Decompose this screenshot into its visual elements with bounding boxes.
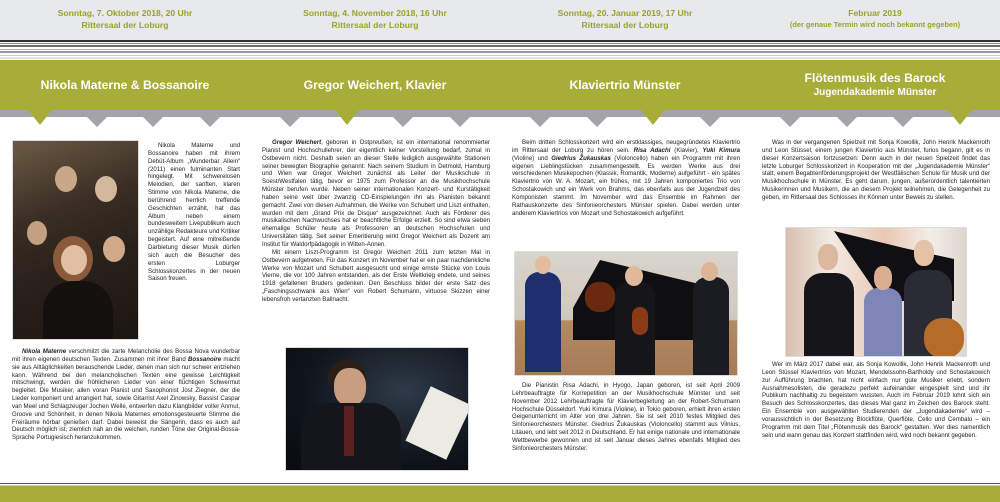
- venue-line: Rittersaal der Loburg: [331, 20, 419, 30]
- venue-line: Rittersaal der Loburg: [81, 20, 169, 30]
- decorative-stripes: [0, 40, 1000, 60]
- pianist-photo: [285, 347, 469, 471]
- face: [103, 236, 125, 262]
- artist-name: Gregor Weichert: [272, 139, 322, 146]
- bottom-rule: [0, 483, 1000, 484]
- face: [55, 166, 77, 192]
- artist-name: Risa Adachi: [633, 146, 671, 154]
- title-text: Klaviertrio Münster: [569, 77, 681, 92]
- arrow-marker: [779, 116, 801, 127]
- paragraph: Wer im März 2017 dabei war, als Sonja Kowollik, John Henrik Mackenroth und Leon Stüssel Klaviertrios von Mozart, Mendelssohn-Bartholdy und Schostakowich zur Aufführung brachten, hat nicht einfach nur gute Musiker erlebt, sondern Ausnahmesolisten, die geradezu perfekt aufeinander eingespielt sind und ihr Publikum nachhaltig zu begeistern wussten. Auch im Februar 2019 lohnt sich ein Besuch des Schlosskonzertes, das dieses Mal ganz im Zeichen des Barock steht. Ein Ensemble von ausgewählten Studierenden der „Jugendakademie“ wird – voraussichtlich in der Besetzung Blockflöte, Querflöte, Cello und Cembalo – ein Programm mit dem Titel „Flötenmusik des Barock“ gestalten. Wer dies namentlich sein und wann genau das Konzert stattfinden wird, wird noch bekannt gegeben.: [762, 361, 990, 439]
- concert-4-title: [750, 60, 1000, 110]
- paragraph: [262, 139, 490, 249]
- venue-line: Rittersaal der Loburg: [581, 20, 669, 30]
- arrow-marker-active: [28, 110, 52, 125]
- arrow-marker: [279, 116, 301, 127]
- arrow-marker-active: [641, 110, 665, 125]
- arrow-marker: [529, 116, 551, 127]
- arrow-marker: [392, 116, 414, 127]
- arrow-marker-active: [335, 110, 359, 125]
- stripe: [0, 57, 1000, 59]
- text: verschmilzt die zarte Melancholie des Bossa Nova wunderbar mit ihren eigenen deutschen Texten. Zusammen mit ihrer Band: [12, 348, 240, 363]
- dress: [43, 281, 113, 340]
- sheet-music: [405, 386, 469, 459]
- date-line: Sonntag, 4. November 2018, 16 Uhr: [303, 8, 447, 18]
- artist-name: Nikola Materne: [22, 348, 67, 355]
- title-text: Gregor Weichert, Klavier: [303, 77, 447, 92]
- paragraph: Nikola Materne und Bossanoire haben mit ihrem Debüt-Album „Wunderbar Allein“ (2011) einen fulminanten Start hingelegt. Mit schwerelosen Melodien, der sanften, klaren Stimme von Nikola Materne, die berührend herrlich treffende Geschichten erzählt, hat das Album neben einem bundesweitem Livepublikum auch unzählige Redakteure und Kritiker begeistert. Auf eine mitreißende Darbietung dieser Musik dürfen sich auch die Besucher des ersten Loburger Schlosskonzertes in der neuen Saison freuen.: [148, 142, 240, 283]
- date-line: Februar 2019: [848, 8, 902, 18]
- stripe: [0, 43, 1000, 44]
- text: (Violine) und: [512, 154, 552, 162]
- concert-1-side-text: [148, 142, 240, 283]
- face: [535, 256, 551, 274]
- stripe: [0, 45, 1000, 47]
- paragraph: [12, 348, 240, 442]
- date-line: Sonntag, 7. Oktober 2018, 20 Uhr: [57, 8, 193, 18]
- cello: [924, 318, 964, 357]
- arrow-marker: [199, 116, 221, 127]
- arrow-marker: [142, 116, 164, 127]
- artist-name: Giedrius Žukauskas: [551, 154, 611, 162]
- arrow-marker: [892, 116, 914, 127]
- arrow-marker: [836, 116, 858, 127]
- violinist: [804, 273, 854, 357]
- face: [701, 262, 718, 281]
- concert-2-body: [262, 139, 490, 304]
- date-line: Sonntag, 20. Januar 2019, 17 Uhr: [557, 8, 693, 18]
- arrow-marker: [586, 116, 608, 127]
- stripe: [0, 55, 1000, 56]
- dress: [864, 288, 902, 357]
- date-concert-4: [750, 7, 1000, 31]
- youth-trio-photo: [785, 227, 967, 357]
- title-text: Nikola Materne & Bossanoire: [40, 77, 210, 92]
- arrow-marker-active: [948, 110, 972, 125]
- text: (Klavier),: [670, 146, 703, 154]
- paragraph: Die Pianistin Risa Adachi, in Hyogo, Japan geboren, ist seit April 2009 Lehrbeauftragte für Korrepetition an der Musikhochschule Münster und seit November 2012 Lehrbeauftragte für Klavierbegleitung an der Robert-Schumann Hochschule Düsseldorf. Yuki Kimura (Violine), in Tokio geboren, erhielt ihren ersten Geigenunterricht im Alter von drei Jahren. Sie ist seit 2010 festes Mitglied des Sinfonieorchesters Münster. Giedrius Žukauskas (Violoncello) stammt aus Vilnius, Litauen, und lebt seit 2012 in Deutschland. Er hat einige nationale und internationale Wettbewerbe gewonnen und ist seit Januar dieses Jahres ebenfalls Mitglied des Sinfonieorchesters Münster.: [512, 382, 740, 452]
- footer-band: [0, 486, 1000, 502]
- violin: [632, 307, 648, 335]
- concert-1-title: [0, 60, 250, 110]
- arrow-marker: [86, 116, 108, 127]
- paragraph: [512, 139, 740, 217]
- face: [61, 245, 87, 275]
- face: [334, 368, 366, 406]
- title-text: Flötenmusik des Barock: [804, 71, 946, 85]
- arrow-marker: [699, 116, 721, 127]
- artist-name: Yuki Kimura: [702, 146, 740, 154]
- date-concert-1: [0, 7, 250, 31]
- concert-1-body: [12, 348, 240, 442]
- paragraph: Was in der vergangenen Spielzeit mit Sonja Kowollik, John Henrik Mackenroth und Leon Stüssel, einem jungen Klaviertrio aus Münster, furios begann, gilt es in dieser Konzertsaison fortzusetzen: Denn auch in der neuen Spielzeit findet das letzte Loburger Schlosskonzert in Kooperation mit der „Jugendakademie Münster“ statt, einem Begabtenförderungsprojekt der Westfälischen Schule für Musik und der Musikhochschule in Münster. Es geht darum, jungen, außerordentlich talentierten Musikerinnen und Musikern, die an diesem Projekt teilnehmen, die Gelegenheit zu geben, im Rittersaal des Schlosses ihr Können unter Beweis zu stellen.: [762, 139, 990, 201]
- date-concert-2: [250, 7, 500, 31]
- subtitle-text: Jugendakademie Münster: [813, 87, 937, 98]
- arrow-marker: [449, 116, 471, 127]
- text: macht sie aus Alltäglichkeiten berauschende Lieder, denen man sich nur schwer entziehen kann. Während bei den melancholischen Texten eine gewisse Leichtigkeit mitschwingt, werden die fröhlicheren Lieder von einer flüchtigen Schwermut begleitet. Die Musiker, allen voran Pianist und Saxophonist Jost Ziegner, der die Lieder komponiert und arrangiert hat, sowie Gitarrist Axel Zinowsky, Bassist Caspar van Meel und Schlagzeuger Jochen Welle, entwerfen dazu Klangbilder voller Anmut, Groove und Schönheit, in denen Nikola Maternes emotionsgesteuerte Stimme die Freiräume hörbar genießen darf. Dabei beweist die Sängerin, dass es auch auf Deutsch möglich ist, ziemlich nah an die weichen, runden Töne der Original-Bossa-Sprache Portugiesisch heranzukommen.: [12, 355, 240, 442]
- concert-2-title: [250, 60, 500, 110]
- cello: [585, 282, 615, 312]
- cellist: [525, 272, 561, 372]
- stripe: [0, 51, 1000, 53]
- face: [914, 240, 934, 266]
- band-photo: [12, 140, 139, 340]
- face: [95, 176, 117, 202]
- paragraph: Mit einem Liszt-Programm ist Gregor Weichert 2011 zum letzten Mal in Ostbevern aufgetreten. Für das Konzert im November hat er ein paar nachdenkliche Werke von Mozart und Schubert ausgesucht und einige ernste Stücke von Louis Vierne, die vor 100 Jahren entstanden, als der Erste Weltkrieg endete, und seines 1918 gefallenen Bruders gedenken. Den Beschluss bildet der erste Satz des „Faschingsschwank aus Wien“ von Robert Schumann, virtuose Skizzen einer lebensfroh vertanzten Ballnacht.: [262, 248, 490, 303]
- face: [625, 266, 643, 286]
- concert-4-details: [762, 361, 990, 439]
- stripe: [0, 49, 1000, 50]
- concert-3-title: [500, 60, 750, 110]
- band-name: Bossanoire: [187, 355, 222, 363]
- text: (Violoncello) haben ein Programm mit ihren eigenen Lieblingstücken zusammengestellt. Es werden Werke aus drei verschiedenen Musikepochen (Klassik, Romantik, Moderne) aufgeführt - ein spätes Klaviertrio von W. A. Mozart, ein frühes, mit 19 Jahren komponiertes Trio von Schostakowich und ein Werk von Brahms, das ebenfalls aus der Jugendzeit des Komponisten stammt. Im November wird das Ensemble im Rahmen der Rathauskonzerte des Sinfonieorchesters Münster spielen. Dabei werden unter anderem Klaviertrios von Mozart und Schostakowich aufgeführt.: [512, 154, 740, 217]
- tie: [344, 406, 354, 456]
- text: Beim dritten Schlosskonzert wird ein erstklassiges, neugegründetes Klaviertrio im Rittersaal der Loburg zu hören sein.: [512, 139, 740, 154]
- pianist: [693, 277, 729, 376]
- stripe: [0, 40, 1000, 42]
- concert-3-bio: [512, 382, 740, 453]
- face: [818, 244, 838, 270]
- trio-photo: [514, 251, 738, 376]
- date-concert-3: [500, 7, 750, 31]
- face: [27, 221, 47, 245]
- concert-4-body: [762, 139, 990, 202]
- text: , geboren in Ostpreußen, ist ein international renommierter Pianist und Hochschullehrer, der eigentlich keiner Vorstellung bedarf, zumal in Ostbevern nicht. Deshalb seien an dieser Stelle lediglich ausgewählte Stationen seiner bewegten Biographie genannt: Nach seinem Studium in Detmold, Hamburg und Wien war Gregor Weichert zunächst als Leiter der Musikschule in Soest/Westfalen tätig, bevor er 1975 zum Professor an die Musikhochschule Münster berufen wurde. Neben seiner internationalen Konzert- und Kurstätigkeit haben seine weit über zwanzig CD-Einspielungen ihn als Pianisten bekannt gemacht. Zwei von diesen Aufnahmen, die Werke von Schubert und Liszt enthalten, wurden mit dem „Grand Prix de Disque“ ausgezeichnet. Auch als Förderer des musikalischen Nachwuchses hat er beachtliche Erfolge erzielt. So sind etwa sieben ehemalige Schüler heute als Professoren an deutschen Hochschulen und Universitäten tätig. Seit seiner Emeritierung wirkt Gregor Weichert als Dozent am Institut für Waldorfpädagogik in Witten-Annen.: [262, 139, 490, 248]
- date-note: (der genaue Termin wird noch bekannt gegeben): [789, 20, 961, 29]
- face: [874, 266, 892, 290]
- concert-3-body: [512, 139, 740, 217]
